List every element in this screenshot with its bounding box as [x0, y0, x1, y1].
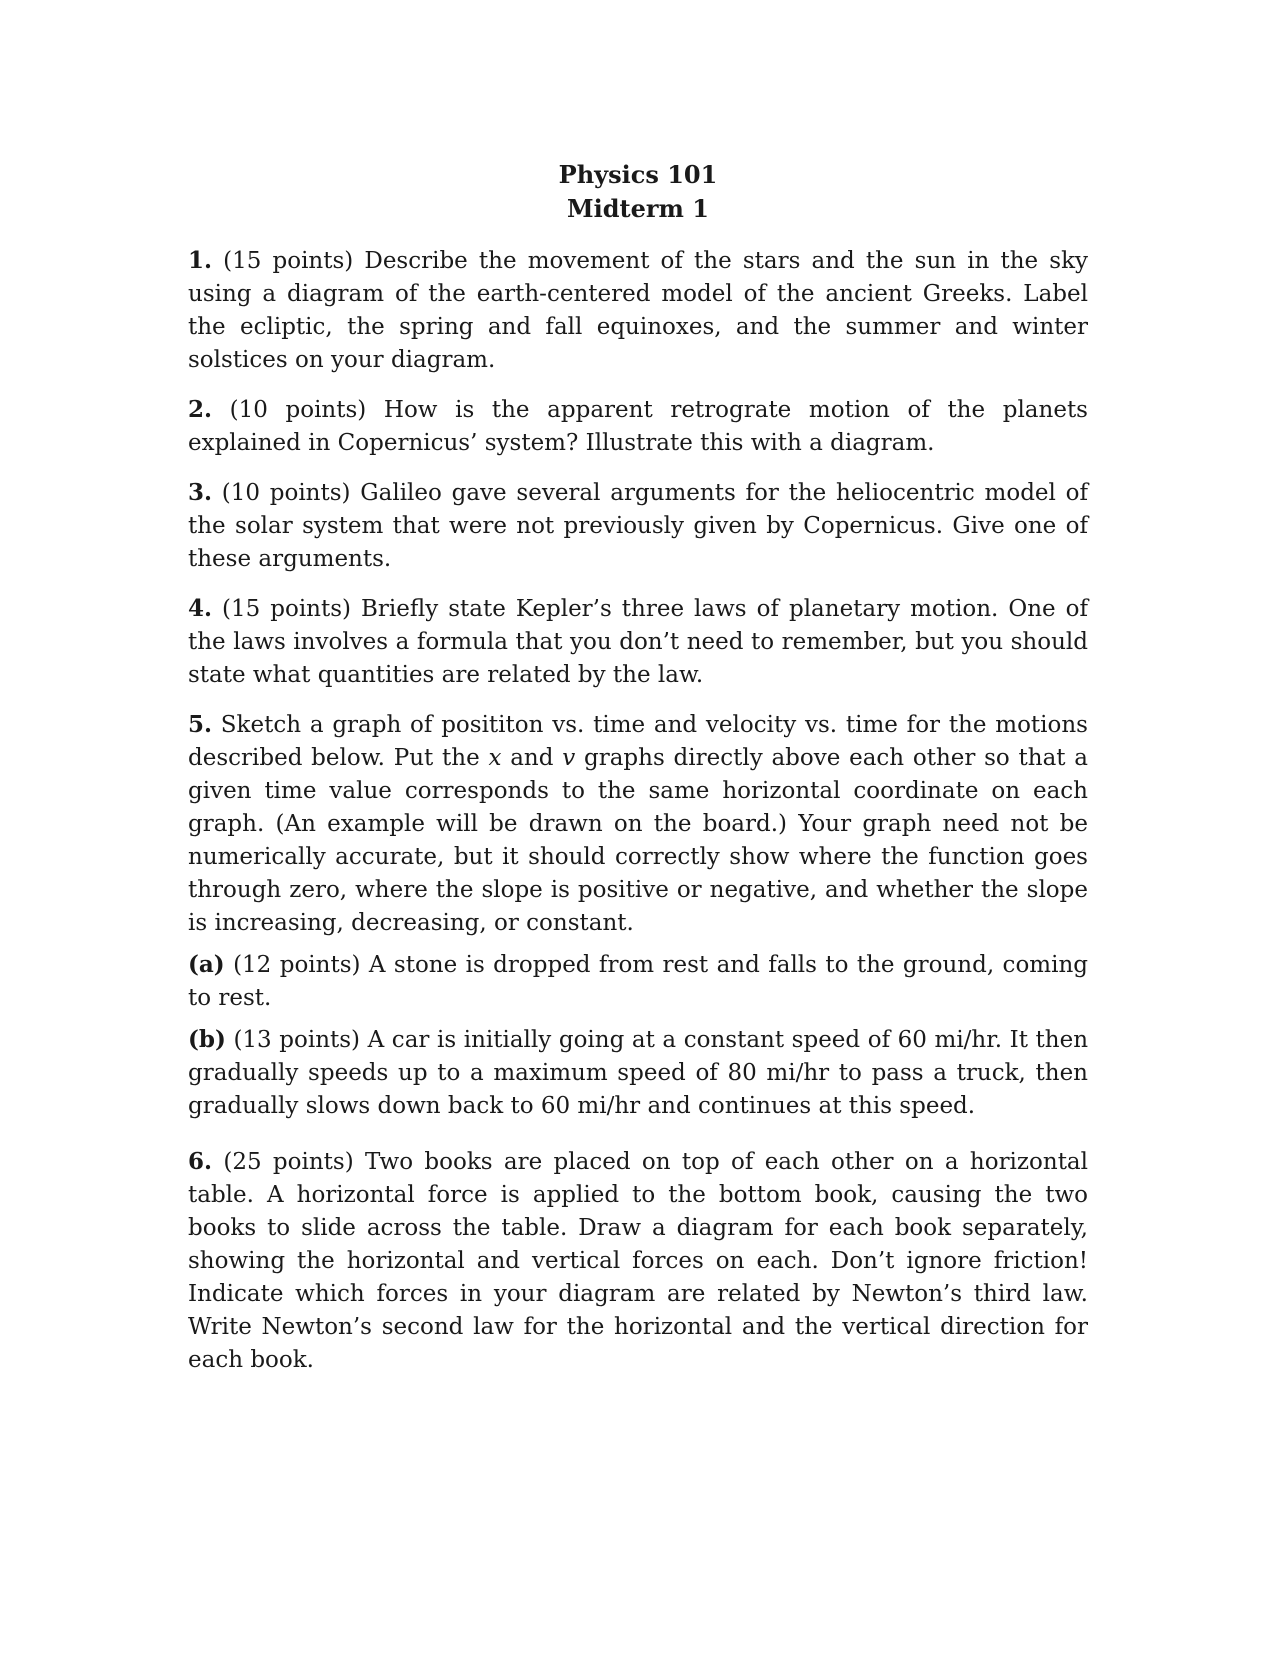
- problem-number: 1.: [188, 247, 213, 274]
- problem-number: 5.: [188, 711, 213, 738]
- problem-text-part: and: [510, 745, 554, 771]
- problem-text: (10 points) How is the apparent retrograte motion of the planets explained in Copernicus’ system? Illustrate this with a diagram.: [188, 397, 1088, 456]
- exam-page: [188, 158, 1088, 1393]
- problem-5: [188, 708, 1088, 940]
- subproblem-b: [188, 1023, 1088, 1123]
- problem-text: (10 points) Galileo gave several arguments for the heliocentric model of the solar system that were not previously given by Copernicus. Give one of these arguments.: [188, 480, 1088, 572]
- problem-text-part: graphs directly above each other so that a given time value corresponds to the same horizontal coordinate on each graph. (An example will be drawn on the board.) Your graph need not be numerically accurate, but it should correctly show where the function goes through zero, where the slope is positive or negative, and whether the slope is increasing, decreasing, or constant.: [188, 745, 1089, 936]
- problem-number: 2.: [188, 396, 213, 423]
- exam-title: Midterm 1: [567, 194, 709, 223]
- problem-number: 3.: [188, 479, 213, 506]
- variable-v: v: [562, 745, 576, 771]
- variable-x: x: [488, 745, 502, 771]
- problem-text: (15 points) Briefly state Kepler’s three laws of planetary motion. One of the laws involves a formula that you don’t need to remember, but you should state what quantities are related by the law.: [188, 596, 1088, 688]
- subproblem-a: [188, 948, 1088, 1015]
- problem-number: 6.: [188, 1148, 213, 1175]
- problem-3: [188, 476, 1088, 576]
- subproblem-label: (b): [188, 1026, 226, 1053]
- subproblem-label: (a): [188, 951, 225, 978]
- problem-1: [188, 244, 1088, 377]
- problem-number: 4.: [188, 595, 213, 622]
- problem-text-part: Sketch a graph of posititon vs. time and velocity vs. time for the motions described below. Put the: [188, 712, 1088, 771]
- problem-text: (15 points) Describe the movement of the stars and the sun in the sky using a diagram of the earth-centered model of the ancient Greeks. Label the ecliptic, the spring and fall equinoxes, and the summer and winter solstices on your diagram.: [188, 248, 1088, 373]
- subproblem-text: (13 points) A car is initially going at a constant speed of 60 mi/hr. It then gradually speeds up to a maximum speed of 80 mi/hr to pass a truck, then gradually slows down back to 60 mi/hr and continues at this speed.: [188, 1027, 1089, 1119]
- problem-4: [188, 592, 1088, 692]
- problem-6: [188, 1145, 1088, 1377]
- problem-text: (25 points) Two books are placed on top of each other on a horizontal table. A horizontal force is applied to the bottom book, causing the two books to slide across the table. Draw a diagram for each book separately, showing the horizontal and vertical forces on each. Don’t ignore friction! Indicate which forces in your diagram are related by Newton’s third law. Write Newton’s second law for the horizontal and the vertical direction for each book.: [188, 1149, 1089, 1373]
- exam-title-block: [188, 158, 1088, 226]
- course-title: Physics 101: [558, 160, 718, 189]
- subproblem-text: (12 points) A stone is dropped from rest and falls to the ground, coming to rest.: [188, 952, 1088, 1011]
- problem-2: [188, 393, 1088, 460]
